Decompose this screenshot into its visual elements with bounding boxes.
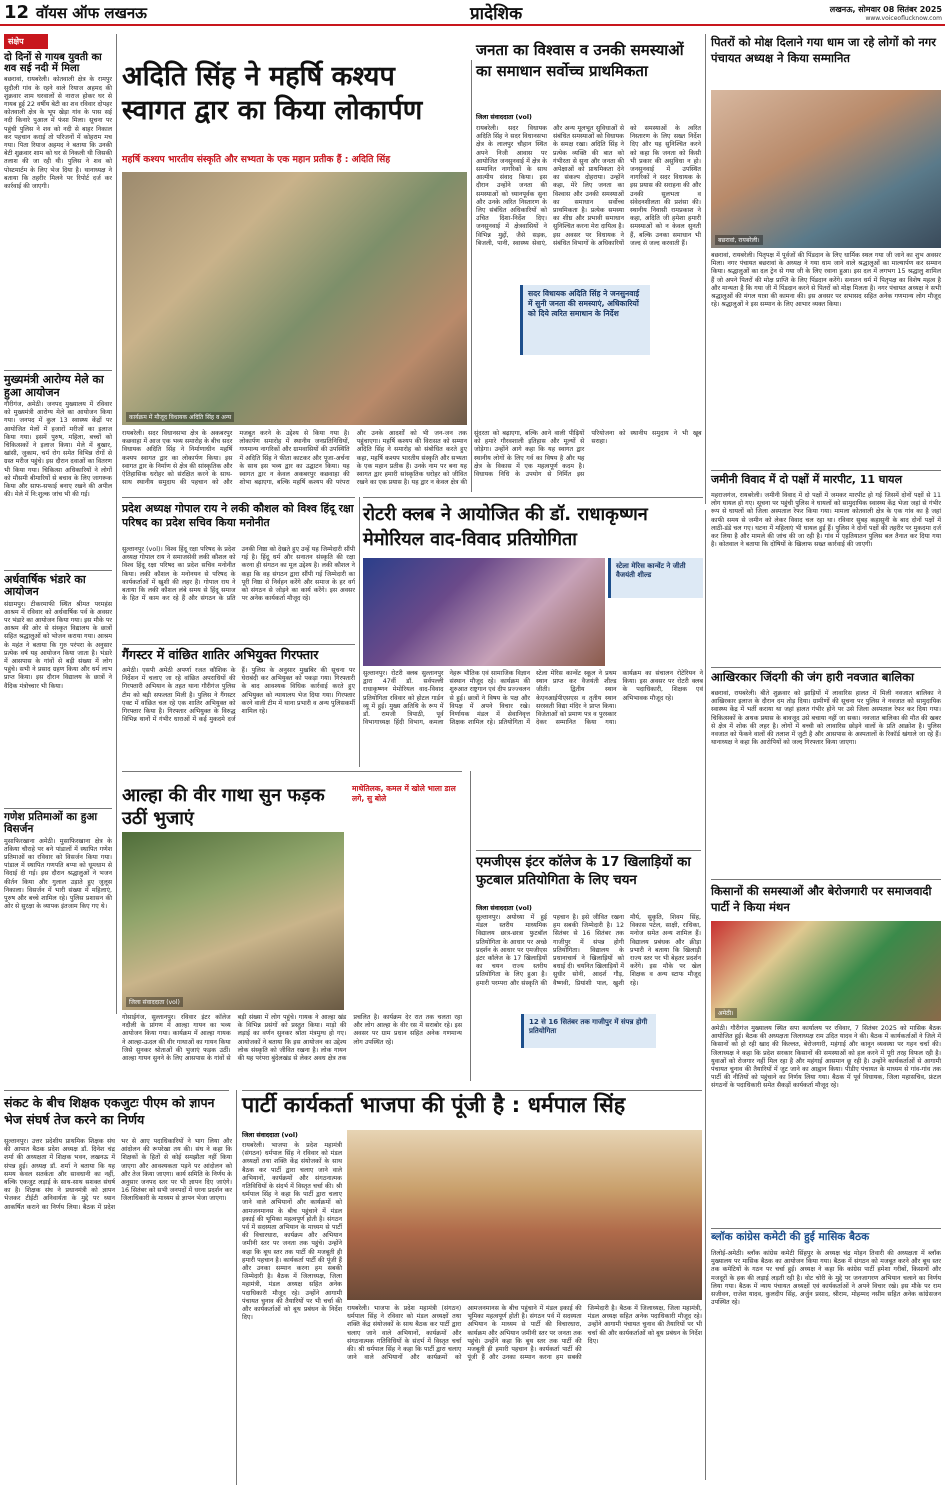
section-title: प्रादेशिक: [470, 4, 523, 24]
congress-body: तिलोई-अमेठी। ब्लॉक कांग्रेस कमेटी सिंहपुर के अध्यक्ष चंद्र मोहन तिवारी की अध्यक्षता में ब्लॉक मुख्यालय पर मासिक बैठक का आयोजन किया गया। बैठक में संगठन को मजबूत करने और बूथ स्तर तक कमेटियों के गठन पर चर्चा हुई। अध्यक्ष ने कहा कि कांग्रेस पार्टी हमेशा गरीबों, किसानों और मजदूरों के हक की लड़ाई लड़ती रही है। वोट चोरी के मुद्दे पर जनजागरण अभियान चलाने का निर्णय लिया गया। बैठक में न्याय पंचायत अध्यक्षों एवं कार्यकर्ताओं ने अपने विचार रखे। इस मौके पर राम सजीवन, राजेश यादव, कुलदीप सिंह, अर्जुन प्रसाद, श्रीराम, मोहम्मद नसीम सहित अनेक कांग्रेसजन उपस्थित रहे।: [711, 1250, 941, 1307]
paper-name: वॉयस ऑफ लखनऊ: [36, 4, 147, 22]
alha-photo: [122, 832, 344, 1010]
brief-title: अर्धवार्षिक भंडारे का आयोजन: [4, 570, 112, 599]
bjp-body: रायबरेली। भाजपा के प्रदेश महामंत्री (संगठन) धर्मपाल सिंह ने रविवार को मंडल अध्यक्षों तथा शक्ति केंद्र संयोजकों के साथ बैठक कर पार्टी द्वारा चलाए जाने वाले अभियानों, कार्यक्रमों और संगठनात्मक गतिविधियों के संदर्भ में विस्तृत चर्चा की। श्री धर्मपाल सिंह ने कहा कि पार्टी द्वारा चलाए जाने वाले अभियानों और कार्यक्रमों को आमजनमानस के बीच पहुंचाने में मंडल इकाई की भूमिका महत्वपूर्ण होती है। संगठन पर्व में सदस्यता अभियान के माध्यम से पार्टी की विचारधारा, कार्यक्रम और अभियान जमीनी स्तर पर जनता तक पहुंचे। उन्होंने कहा कि बूथ स्तर तक पार्टी की मजबूती ही हमारी पहचान है। कार्यकर्ता पार्टी की पूंजी हैं और उनका सम्मान करना हम सबकी जिम्मेदारी है। बैठक में जिलाध्यक्ष, जिला महामंत्री, मंडल अध्यक्ष सहित अनेक पदाधिकारी मौजूद रहे। उन्होंने आगामी पंचायत चुनाव की तैयारियों पर भी चर्चा की और कार्यकर्ताओं को बूथ प्रबंधन के निर्देश दिए।: [242, 1142, 342, 1322]
trust-pull-quote: सदर विधायक अदिति सिंह ने जनसुनवाई में सुनी जनता की समस्याएं, अधिकारियों को दिये त्वरित समाधान के निर्देश: [520, 285, 650, 355]
sp-photo-caption: अमेठी।: [715, 1008, 737, 1018]
brief-text: गौरीगंज, अमेठी। जनपद मुख्यालय में रविवार को मुख्यमंत्री आरोग्य मेले का आयोजन किया गया। जनपद में कुल 13 स्वास्थ्य केंद्रों पर आयोजित मेलों में हजारों मरीजों का इलाज किया गया। इसमें पुरुष, महिला, बच्चों को चिकित्सकों ने इलाज किया। मेले में बुखार, खांसी, जुकाम, चर्म रोग समेत विभिन्न रोगों से ग्रस्त मरीज पहुंचे। इस दौरान दवाओं का वितरण भी किया गया। चिकित्सा अधिकारियों ने लोगों को मौसमी बीमारियों से बचाव के लिए जागरूक किया और साफ-सफाई बनाए रखने की अपील की। मेले में नि:शुल्क जांच भी की गई।: [4, 401, 112, 499]
page-number: 12: [4, 2, 30, 23]
pitro-body: बछरावां, रायबरेली। पितृपक्ष में पूर्वजों की पिंडदान के लिए धार्मिक स्थल गया जी जाने का शुभ अवसर मिला। नगर पंचायत बछरावां के अध्यक्ष ने गया धाम जाने वाले श्रद्धालुओं का माल्यार्पण कर सम्मान किया। श्रद्धालुओं का दल ट्रेन से गया जी के लिए रवाना हुआ। इस दल में लगभग 15 श्रद्धालु शामिल हैं जो अपने पितरों की मोक्ष प्राप्ति के लिए पिंडदान करेंगे। सनातन धर्म में पितृपक्ष का विशेष महत्व है और मान्यता है कि गया जी में पिंडदान करने से पितरों को मोक्ष मिलता है। नगर पंचायत अध्यक्ष ने सभी श्रद्धालुओं की मंगल यात्रा की कामना की। इस अवसर पर सभासद सहित अनेक गणमान्य लोग मौजूद रहे। श्रद्धालुओं ने इस सम्मान के लिए आभार व्यक्त किया।: [711, 252, 941, 309]
land-headline: जमीनी विवाद में दो पक्षों में मारपीट, 11 घायल: [711, 473, 903, 486]
rotary-body: सुल्तानपुर। रोटरी क्लब सुल्तानपुर द्वारा 47वीं डॉ. सर्वपल्ली राधाकृष्णन मेमोरियल वाद-विवाद प्रतियोगिता रविवार को होटल गार्डन व्यू में हुई। मुख्य अतिथि के रूप में डॉ. रामजी त्रिपाठी, पूर्व विभागाध्यक्ष हिंदी विभाग, कमला नेहरू भौतिक एवं सामाजिक विज्ञान संस्थान मौजूद रहे। कार्यक्रम की शुरुआत राष्ट्रगान एवं दीप प्रज्ज्वलन से हुई। छात्रों ने विषय के पक्ष और विपक्ष में अपने विचार रखे। निर्णायक मंडल में सेवानिवृत्त शिक्षक शामिल रहे। प्रतियोगिता में स्टेला मेरिस कान्वेंट स्कूल ने प्रथम स्थान प्राप्त कर वैजयंती शील्ड जीती। द्वितीय स्थान केएनआईपीएसएस व तृतीय स्थान सरस्वती विद्या मंदिर ने प्राप्त किया। विजेताओं को प्रमाण पत्र व पुरस्कार देकर सम्मानित किया गया। कार्यक्रम का संचालन रोटेरियन ने किया। इस अवसर पर रोटरी क्लब के पदाधिकारी, शिक्षक एवं अभिभावक मौजूद रहे।: [363, 670, 703, 727]
brief-text: संग्रामपुर। टीकरमाफी स्थित श्रीमत परमहंस आश्रम में रविवार को अर्धवार्षिक पर्व के अवसर पर भंडारे का आयोजन किया गया। इस मौके पर आश्रम की ओर से संस्कृत विद्यालय के छात्रों सहित श्रद्धालुओं को भोजन कराया गया। आश्रम के महंत ने बताया कि गुरु परंपरा के अनुसार प्रत्येक वर्ष यह आयोजन किया जाता है। भंडारे में आसपास के गांवों से बड़ी संख्या में लोग पहुंचे। सभी ने प्रसाद ग्रहण किया और धर्म लाभ प्राप्त किया। इस दौरान विद्यालय के छात्रों ने वैदिक मंत्रोच्चार भी किया।: [4, 600, 112, 690]
mgs-headline: एमजीएस इंटर कॉलेज के 17 खिलाड़ियों का फुटबाल प्रतियोगिता के लिए चयन: [476, 855, 691, 888]
website[interactable]: www.voiceoflucknow.com: [865, 15, 942, 22]
brief-title: गणेश प्रतिमाओं का हुआ विसर्जन: [4, 808, 112, 836]
congress-headline: ब्लॉक कांग्रेस कमेटी की हुई मासिक बैठक: [711, 1231, 870, 1243]
masthead: [0, 0, 945, 26]
pitro-headline: पितरों को मोक्ष दिलाने गया धाम जा रहे लोगों को नगर पंचायत अध्यक्ष ने किया सम्मानित: [711, 35, 936, 65]
brief-text: बछरावां, रायबरेली। कोतवाली क्षेत्र के रामपुर सुदौली गांव के रहने वाले रियाज अहमद की शुक्रवार शाम घरवालों से नाराज होकर घर से गायब हुई 22 वर्षीय बेटी का शव रविवार दोपहर कोतवाली क्षेत्र के भूप खेड़ा गांव के पास सई नदी किनारे पुआल में फंसा मिला। सूचना पर पहुंची पुलिस ने शव को नदी से बाहर निकाल कर पहचान कराई तो परिजनों में कोहराम मच गया। पिता रियाज अहमद ने बताया कि उनकी बेटी शुक्रवार शाम को घर से निकली थी जिसकी तलाश की जा रही थी। पुलिस ने शव को पोस्टमार्टम के लिए भेज दिया है। थानाध्यक्ष ने बताया कि तहरीर मिलने पर रिपोर्ट दर्ज कर कार्रवाई की जाएगी।: [4, 76, 112, 191]
mgs-body: सुल्तानपुर। अयोध्या में हुई मंडल स्तरीय माध्यमिक विद्यालय छात्र-छात्रा फुटबॉल प्रतियोगिता के आधार पर अच्छे प्रदर्शन के आधार पर एमजीएस इंटर कॉलेज के 17 खिलाड़ियों का चयन राज्य स्तरीय प्रतियोगिता के लिए हुआ है। हमारी परम्परा और संस्कृति की पहचान है। इसे जीवित रखना हम सबकी जिम्मेदारी है। 12 सितंबर से 16 सितंबर तक गाजीपुर में संपन्न होगी प्रतियोगिता। विद्यालय के प्रधानाचार्य ने खिलाड़ियों को बधाई दी। चयनित खिलाड़ियों में सुधीर सोनी, आदर्श गौड़, वैष्णवी, प्रियांशी पाल, खुशी मौर्य, सुकृति, शिवम सिंह, विकास पटेल, साक्षी, राधिका, मनोज समेत अन्य शामिल हैं। विद्यालय प्रबंधक और क्रीड़ा प्रभारी ने बताया कि खिलाड़ी राज्य स्तर पर भी बेहतर प्रदर्शन करेंगे। इस मौके पर खेल शिक्षक व अन्य स्टाफ मौजूद रहे।: [476, 914, 701, 987]
bjp-body-cont: रायबरेली। भाजपा के प्रदेश महामंत्री (संगठन) धर्मपाल सिंह ने रविवार को मंडल अध्यक्षों तथा शक्ति केंद्र संयोजकों के साथ बैठक कर पार्टी द्वारा चलाए जाने वाले अभियानों, कार्यक्रमों और संगठनात्मक गतिविधियों के संदर्भ में विस्तृत चर्चा की। श्री धर्मपाल सिंह ने कहा कि पार्टी द्वारा चलाए जाने वाले अभियानों और कार्यक्रमों को आमजनमानस के बीच पहुंचाने में मंडल इकाई की भूमिका महत्वपूर्ण होती है। संगठन पर्व में सदस्यता अभियान के माध्यम से पार्टी की विचारधारा, कार्यक्रम और अभियान जमीनी स्तर पर जनता तक पहुंचे। उन्होंने कहा कि बूथ स्तर तक पार्टी की मजबूती ही हमारी पहचान है। कार्यकर्ता पार्टी की पूंजी हैं और उनका सम्मान करना हम सबकी जिम्मेदारी है। बैठक में जिलाध्यक्ष, जिला महामंत्री, मंडल अध्यक्ष सहित अनेक पदाधिकारी मौजूद रहे। उन्होंने आगामी पंचायत चुनाव की तैयारियों पर भी चर्चा की और कार्यकर्ताओं को बूथ प्रबंधन के निर्देश दिए।: [347, 1305, 702, 1362]
trust-body: रायबरेली। सदर विधायक अदिति सिंह ने सदर विधानसभा क्षेत्र के लालपुर चौहान स्थित अपने निजी आवास पर आयोजित जनसुनवाई में क्षेत्र के सम्मानित नागरिकों के साथ आत्मीय संवाद किया। इस दौरान उन्होंने जनता की समस्याओं को ध्यानपूर्वक सुना और उनके त्वरित निस्तारण के लिए संबंधित अधिकारियों को उचित दिशा-निर्देश दिए। जनसुनवाई में क्षेत्रवासियों ने विभिन्न मुद्दों, जैसे सड़क, बिजली, पानी, स्वास्थ्य सेवाएं, और अन्य मूलभूत सुविधाओं से संबंधित समस्याओं को विधायक के समक्ष रखा। अदिति सिंह ने प्रत्येक व्यक्ति की बात को गंभीरता से सुना और जनता की अपेक्षाओं को प्राथमिकता देने का संकल्प दोहराया। उन्होंने कहा, मेरे लिए जनता का विश्वास और उनकी समस्याओं का समाधान सर्वोच्च प्राथमिकता है। प्रत्येक समस्या का शीघ्र और प्रभावी समाधान सुनिश्चित करना मेरा दायित्व है। इस अवसर पर विधायक ने संबंधित विभागों के अधिकारियों को समस्याओं के त्वरित निस्तारण के लिए सख्त निर्देश दिए और यह सुनिश्चित करने को कहा कि जनता को किसी भी प्रकार की असुविधा न हो। जनसुनवाई में उपस्थित नागरिकों ने सदर विधायक के इस प्रयास की सराहना की और उनकी सुलभता व संवेदनशीलता की प्रशंसा की। स्थानीय निवासी रामप्रकाश ने कहा, अदिति जी हमेशा हमारी समस्याओं को न केवल सुनती हैं, बल्कि उनका समाधान भी जल्द से जल्द करवाती हैं।: [476, 125, 701, 247]
trust-headline: जनता का विश्वास व उनकी समस्याओं का समाधान सर्वोच्च प्राथमिकता: [476, 41, 684, 80]
gangster-body: अमेठी। एसपी अमेठी अपर्णा रजत कौशिक के निर्देशन में चलाए जा रहे वांछित अपराधियों की गिरफ्तारी अभियान के तहत थाना गौरीगंज पुलिस टीम को बड़ी सफलता मिली है। पुलिस ने गैंगस्टर एक्ट में वांछित चल रहे एक शातिर अभियुक्त को गिरफ्तार किया है। गिरफ्तार अभियुक्त के विरुद्ध विभिन्न थानों में गंभीर धाराओं में कई मुकदमे दर्ज हैं। पुलिस के अनुसार मुखबिर की सूचना पर घेराबंदी कर अभियुक्त को पकड़ा गया। गिरफ्तारी के बाद आवश्यक विधिक कार्रवाई करते हुए अभियुक्त को न्यायालय भेज दिया गया। गिरफ्तार करने वाली टीम में थाना प्रभारी व अन्य पुलिसकर्मी शामिल रहे।: [122, 667, 355, 724]
pitro-photo-caption: बछरावां, रायबरेली।: [715, 235, 763, 245]
sp-photo: [711, 921, 941, 1021]
bjp-dateline: जिला संवाददाता (vol): [242, 1132, 298, 1139]
brief-title: दो दिनों से गायब युवती का शव सई नदी में मिला: [4, 52, 102, 75]
brief-text: मुसाफिरखाना अमेठी। मुसाफिरखाना क्षेत्र के तकिया चौराहे पर बने पांडालों में स्थापित गणेश प्रतिमाओं का रविवार को विसर्जन किया गया। पांडाल में स्थापित गणपति बप्पा को धूमधाम से विदाई दी गई। इस दौरान श्रद्धालुओं ने भजन कीर्तन किया और गुलाल उड़ाते हुए जुलूस निकाला। विसर्जन में भारी संख्या में महिलाएं, पुरुष और बच्चे शामिल रहे। पुलिस प्रशासन की ओर से सुरक्षा के व्यापक इंतजाम किए गए थे।: [4, 837, 112, 911]
pitro-photo: [711, 90, 941, 248]
bjp-photo: [347, 1130, 702, 1300]
lead-photo: [122, 172, 467, 425]
lead-photo-caption: कार्यक्रम में मौजूद विधायक अदिति सिंह व अन्य: [126, 412, 234, 422]
mgs-dateline: जिला संवाददाता (vol): [476, 905, 532, 912]
bjp-headline: पार्टी कार्यकर्ता भाजपा की पूंजी है : धर्मपाल सिंह: [242, 1093, 626, 1118]
alha-kicker: माथेतिलक, कमल में खोले भाला डाल लगे, सु बोले: [352, 784, 456, 803]
brief-title: मुख्यमंत्री आरोग्य मेले का हुआ आयोजन: [4, 370, 112, 399]
lead-headline: अदिति सिंह ने महर्षि कश्यप स्वागत द्वार का किया लोकार्पण: [122, 61, 423, 126]
teacher-body: सुल्तानपुर। उत्तर प्रदेशीय प्राथमिक शिक्षक संघ की आपात बैठक प्रदेश अध्यक्ष डॉ. दिनेश चंद्र शर्मा की अध्यक्षता में शिक्षक भवन, लखनऊ में संपन्न हुई। अध्यक्ष डॉ. शर्मा ने बताया कि यह समय केवल सतर्कता और सावधानी का नहीं, बल्कि एकजुट लड़ाई के साथ-साथ सशक्त संघर्ष का है। शिक्षक संघ ने प्रधानमंत्री को ज्ञापन भेजकर टीईटी अनिवार्यता के मुद्दे पर ध्यान आकर्षित कराने का निर्णय लिया। बैठक में प्रदेश भर से आए पदाधिकारियों ने भाग लिया और आंदोलन की रूपरेखा तय की। संघ ने कहा कि शिक्षकों के हितों से कोई समझौता नहीं किया जाएगा और आवश्यकता पड़ने पर आंदोलन को और तेज किया जाएगा। कार्य समिति के निर्णय के अनुसार जनपद स्तर पर भी ज्ञापन दिए जाएंगे। 16 सितंबर को सभी जनपदों में धरना प्रदर्शन कर जिलाधिकारी के माध्यम से ज्ञापन भेजा जाएगा।: [4, 1138, 232, 1211]
girl-body: बछरावां, रायबरेली। बीते शुक्रवार को झाड़ियों में लावारिस हालत में मिली नवजात बालिका ने आखिरकार इलाज के दौरान दम तोड़ दिया। ग्रामीणों की सूचना पर पुलिस ने नवजात को सामुदायिक स्वास्थ्य केंद्र में भर्ती कराया था जहां हालत गंभीर होने पर उसे जिला अस्पताल रेफर कर दिया गया। चिकित्सकों के अथक प्रयास के बावजूद उसे बचाया नहीं जा सका। नवजात बालिका की मौत की खबर से क्षेत्र में शोक की लहर है। लोगों में बच्ची को लावारिस छोड़ने वालों के प्रति आक्रोश है। पुलिस नवजात को फेंकने वालों की तलाश में जुटी है और आसपास के अस्पतालों के रिकॉर्ड खंगाले जा रहे हैं। थानाध्यक्ष ने कहा कि आरोपियों को जल्द गिरफ्तार किया जाएगा।: [711, 690, 941, 747]
rotary-pull-quote: स्टेला मेरिस कान्वेंट ने जीती वैजयंती शील्ड: [608, 558, 703, 598]
alha-photo-caption: जिला संवाददाता (vol): [126, 997, 183, 1007]
land-body: महराजगंज, रायबरेली। जमीनी विवाद में दो पक्षों में जमकर मारपीट हो गई जिसमें दोनों पक्षों से 11 लोग घायल हो गए। सूचना पर पहुंची पुलिस ने घायलों को सामुदायिक स्वास्थ्य केंद्र भेजा जहां से गंभीर रूप से घायलों को जिला अस्पताल रेफर किया गया। मामला कोतवाली क्षेत्र के एक गांव का है जहां काफी समय से जमीन को लेकर विवाद चल रहा था। रविवार सुबह कहासुनी के बाद दोनों पक्षों में लाठी-डंडे चल गए। घटना में महिलाएं भी घायल हुई हैं। पुलिस ने दोनों पक्षों की तहरीर पर मुकदमा दर्ज कर लिया है और मामले की जांच की जा रही है। गांव में एहतियातन पुलिस बल तैनात कर दिया गया है। कोतवाल ने बताया कि दोषियों के खिलाफ सख्त कार्रवाई की जाएगी।: [711, 492, 941, 549]
sidebar-label: संक्षेप: [4, 34, 48, 49]
sidebar-briefs-lower: [4, 808, 112, 1013]
girl-headline: आखिरकार जिंदगी की जंग हारी नवजात बालिका: [711, 670, 915, 684]
sp-headline: किसानों की समस्याओं और बेरोजगारी पर समाजवादी पार्टी ने किया मंथन: [711, 884, 932, 914]
gopal-body: सुल्तानपुर (vol)। विश्व हिंदू रक्षा परिषद के प्रदेश अध्यक्ष गोपाल राय ने समाजसेवी लकी कौशल को विश्व हिंदू रक्षा परिषद का प्रदेश सचिव मनोनीत किया। लकी कौशल के मनोनयन से परिषद के कार्यकर्ताओं में खुशी की लहर है। गोपाल राय ने बताया कि लकी कौशल लंबे समय से हिंदू समाज के हित में काम कर रहे हैं और संगठन के प्रति उनकी निष्ठा को देखते हुए उन्हें यह जिम्मेदारी सौंपी गई है। हिंदू धर्म और सनातन संस्कृति की रक्षा करना ही संगठन का मूल उद्देश्य है। लकी कौशल ने कहा कि वह संगठन द्वारा सौंपी गई जिम्मेदारी का पूरी निष्ठा से निर्वहन करेंगे और समाज के हर वर्ग को संगठन से जोड़ने का कार्य करेंगे। इस अवसर पर अनेक कार्यकर्ता मौजूद रहे।: [122, 546, 355, 603]
rotary-photo: [363, 558, 605, 666]
alha-headline: आल्हा की वीर गाथा सुन फड़क उठीं भुजाएं: [122, 785, 325, 829]
mgs-pull-quote: 12 से 16 सितंबर तक गाजीपुर में संपन्न होगी प्रतियोगिता: [521, 1014, 656, 1048]
trust-dateline: जिला संवाददाता (vol): [476, 114, 532, 121]
alha-body: गोसाईगंज, सुल्तानपुर। रविवार इंटर कॉलेज नदौली के प्रांगण में आल्हा गायन का भव्य आयोजन किया गया। कार्यक्रम में आल्हा गायक ने आल्हा-ऊदल की वीर गाथाओं का गायन किया जिसे सुनकर श्रोताओं की भुजाएं फड़क उठीं। आल्हा गायन सुनने के लिए आसपास के गांवों से बड़ी संख्या में लोग पहुंचे। गायक ने आल्हा खंड के विभिन्न प्रसंगों को प्रस्तुत किया। माड़ो की लड़ाई का वर्णन सुनकर श्रोता मंत्रमुग्ध हो गए। आयोजकों ने बताया कि इस आयोजन का उद्देश्य लोक संस्कृति को जीवित रखना है। लोक गायन की यह परंपरा बुंदेलखंड से लेकर अवध क्षेत्र तक प्रचलित है। कार्यक्रम देर रात तक चलता रहा और लोग आल्हा के वीर रस में सराबोर रहे। इस अवसर पर ग्राम प्रधान सहित अनेक गणमान्य लोग उपस्थित रहे।: [122, 1014, 462, 1063]
gopal-headline: प्रदेश अध्यक्ष गोपाल राय ने लकी कौशल को विश्व हिंदू रक्षा परिषद का प्रदेश सचिव किया मनोनीत: [122, 502, 354, 529]
dateline: लखनऊ, सोमवार 08 सितंबर 2025: [829, 5, 942, 14]
sp-body: अमेठी। गौरीगंज मुख्यालय स्थित सपा कार्यालय पर रविवार, 7 सितंबर 2025 को मासिक बैठक आयोजित हुई। बैठक की अध्यक्षता जिलाध्यक्ष राम उदित यादव ने की। बैठक में कार्यकर्ताओं ने जिले में किसानों को हो रही खाद की किल्लत, बेरोजगारी, महंगाई और कानून व्यवस्था पर गहन चर्चा की। जिलाध्यक्ष ने कहा कि प्रदेश सरकार किसानों की समस्याओं को हल करने में पूरी तरह विफल रही है। युवाओं को रोजगार नहीं मिल रहा है और महंगाई आसमान छू रही है। उन्होंने कार्यकर्ताओं से आगामी पंचायत चुनाव की तैयारियों में जुट जाने का आह्वान किया। पीडीए पंचायत के माध्यम से गांव-गांव तक पार्टी की नीतियों को पहुंचाने का निर्णय लिया गया। बैठक में पूर्व विधायक, जिला महासचिव, फ्रंटल संगठनों के पदाधिकारी समेत सैकड़ों कार्यकर्ता मौजूद रहे।: [711, 1025, 941, 1090]
teacher-headline: संकट के बीच शिक्षक एकजुटः पीएम को ज्ञापन भेज संघर्ष तेज करने का निर्णय: [4, 1095, 215, 1127]
lead-body: रायबरेली। सदर विधानसभा क्षेत्र के अकबरपुर कछवाहा में आज एक भव्य समारोह के बीच सदर विधायक अदिति सिंह ने निर्माणाधीन महर्षि कश्यप स्वागत द्वार का लोकार्पण किया। इस स्वागत द्वार के निर्माण से क्षेत्र की सांस्कृतिक और ऐतिहासिक धरोहर को संरक्षित करने के साथ-साथ स्थानीय समुदाय की पहचान को और मजबूत करने के उद्देश्य से किया गया है। लोकार्पण समारोह में स्थानीय जनप्रतिनिधियों, गणमान्य नागरिकों और ग्रामवासियों की उपस्थिति में अदिति सिंह ने फीता काटकर और पूजा-अर्चना के साथ इस भव्य द्वार का उद्घाटन किया। यह स्वागत द्वार न केवल अकबरपुर कछवाहा की शोभा बढ़ाएगा, बल्कि महर्षि कश्यप की परंपरा और उनके आदर्शों को भी जन-जन तक पहुंचाएगा। महर्षि कश्यप की विरासत को सम्मान अदिति सिंह ने समारोह को संबोधित करते हुए कहा, महर्षि कश्यप भारतीय संस्कृति और सभ्यता के एक महान प्रतीक हैं। उनके नाम पर बना यह स्वागत द्वार हमारी सांस्कृतिक धरोहर को जीवित रखने का एक प्रयास है। यह द्वार न केवल क्षेत्र की सुंदरता को बढ़ाएगा, बल्कि आने वाली पीढ़ियों को हमारे गौरवशाली इतिहास और मूल्यों से जोड़ेगा। उन्होंने आगे कहा कि यह स्वागत द्वार स्थानीय लोगों के लिए गर्व का विषय है और यह क्षेत्र के विकास में एक महत्वपूर्ण कदम है। विधायक निधि के उपयोग से निर्मित इस परियोजना को स्थानीय समुदाय ने भी खूब सराहा।: [122, 430, 702, 487]
gangster-headline: गैंगस्टर में वांछित शातिर अभियुक्त गिरफ्तार: [122, 647, 319, 662]
sidebar-briefs: [4, 34, 112, 809]
rotary-headline: रोटरी क्लब ने आयोजित की डॉ. राधाकृष्णन मेमोरियल वाद-विवाद प्रतियोगिता: [363, 504, 648, 550]
lead-subhead: महर्षि कश्यप भारतीय संस्कृति और सभ्यता के एक महान प्रतीक हैं : अदिति सिंह: [122, 154, 391, 165]
